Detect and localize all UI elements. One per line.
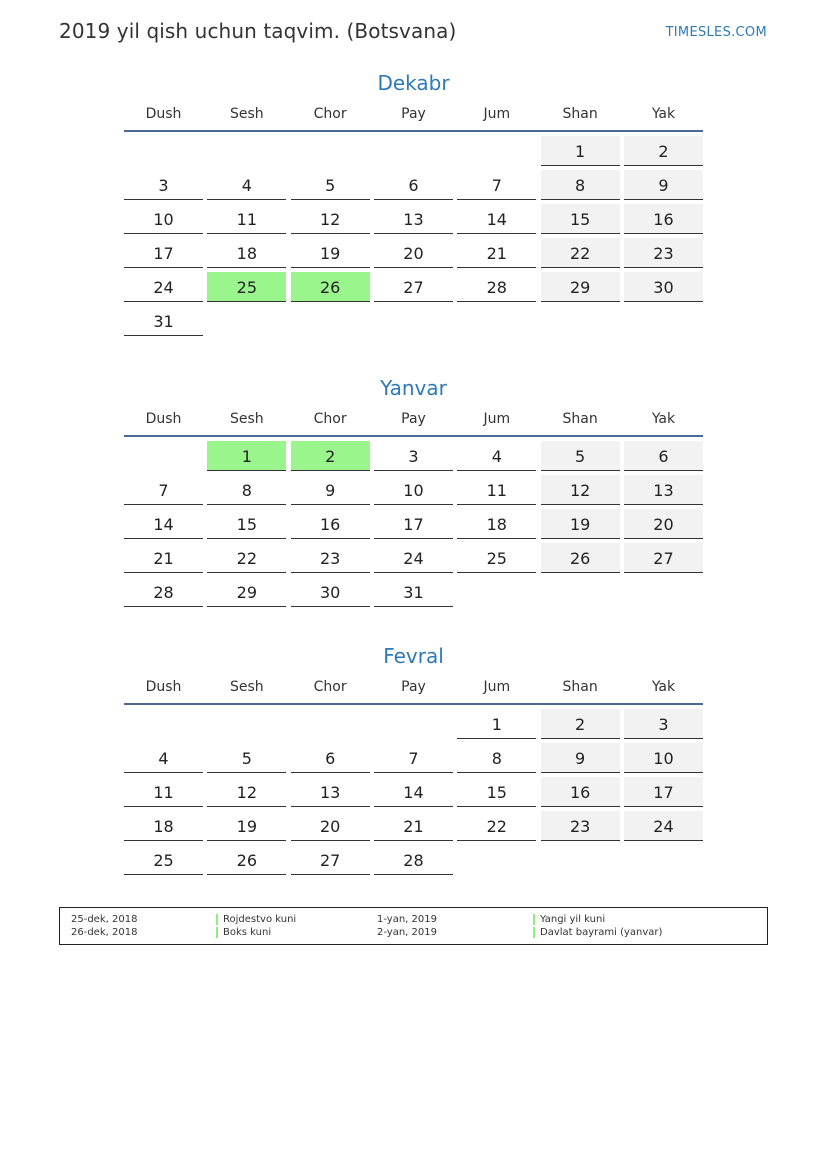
day-cell: 10	[624, 743, 703, 773]
day-cell: 24	[124, 272, 203, 302]
weekday-header	[124, 678, 703, 705]
weekday-header	[124, 410, 703, 437]
day-cell: 11	[457, 475, 536, 505]
day-cell: 3	[624, 709, 703, 739]
holiday-marker-icon	[216, 927, 218, 938]
weekday-label: Chor	[313, 106, 347, 122]
day-cell: 4	[207, 170, 286, 200]
legend-holiday-name	[533, 913, 605, 926]
day-cell: 28	[124, 577, 203, 607]
day-cell: 9	[624, 170, 703, 200]
day-cell: 23	[291, 543, 370, 573]
day-cell: 29	[541, 272, 620, 302]
day-cell: 17	[374, 509, 453, 539]
page-title: 2019 yil qish uchun taqvim. (Botsvana)	[59, 19, 457, 43]
day-cell: 5	[541, 441, 620, 471]
day-cell: 16	[291, 509, 370, 539]
month-calendar-december	[124, 69, 703, 336]
day-cell: 29	[207, 577, 286, 607]
empty-day-cell	[207, 709, 286, 739]
weekday-label: Pay	[401, 411, 426, 427]
day-cell: 19	[291, 238, 370, 268]
day-cell: 24	[624, 811, 703, 841]
legend-holiday-label: Davlat bayrami (yanvar)	[540, 927, 663, 938]
day-cell: 16	[541, 777, 620, 807]
day-cell: 13	[291, 777, 370, 807]
legend-date: 26-dek, 2018	[71, 927, 138, 938]
day-cell: 14	[124, 509, 203, 539]
day-cell: 14	[457, 204, 536, 234]
day-cell: 1	[541, 136, 620, 166]
day-cell: 15	[207, 509, 286, 539]
weekday-label: Chor	[313, 411, 347, 427]
empty-day-cell	[124, 441, 203, 471]
legend-holiday-name	[216, 926, 271, 939]
day-cell: 5	[291, 170, 370, 200]
day-cell: 18	[207, 238, 286, 268]
day-cell: 21	[457, 238, 536, 268]
day-cell: 5	[207, 743, 286, 773]
day-cell: 18	[457, 509, 536, 539]
empty-day-cell	[374, 136, 453, 166]
month-calendar-january	[124, 374, 703, 607]
weekday-label: Jum	[483, 679, 511, 695]
weekday-label: Shan	[562, 106, 598, 122]
weekday-label: Dush	[145, 411, 182, 427]
day-cell: 2	[624, 136, 703, 166]
day-cell: 4	[457, 441, 536, 471]
day-cell: 13	[624, 475, 703, 505]
day-cell: 26	[207, 845, 286, 875]
day-cell: 9	[541, 743, 620, 773]
weekday-label: Yak	[651, 106, 676, 122]
weekday-label: Sesh	[229, 411, 264, 427]
day-cell: 27	[374, 272, 453, 302]
day-cell: 11	[207, 204, 286, 234]
holiday-day-cell: 2	[291, 441, 370, 471]
day-cell: 21	[374, 811, 453, 841]
weekday-label: Pay	[401, 679, 426, 695]
month-name: Dekabr	[377, 71, 450, 95]
month-name: Fevral	[383, 644, 444, 668]
day-cell: 12	[541, 475, 620, 505]
day-cell: 19	[207, 811, 286, 841]
day-cell: 12	[291, 204, 370, 234]
day-cell: 11	[124, 777, 203, 807]
day-grid	[124, 441, 703, 607]
weekday-label: Pay	[401, 106, 426, 122]
weekday-label: Jum	[483, 411, 511, 427]
day-cell: 27	[624, 543, 703, 573]
holiday-legend	[59, 907, 768, 945]
empty-day-cell	[374, 709, 453, 739]
empty-day-cell	[124, 136, 203, 166]
day-cell: 7	[457, 170, 536, 200]
day-cell: 24	[374, 543, 453, 573]
day-cell: 7	[124, 475, 203, 505]
day-cell: 28	[457, 272, 536, 302]
weekday-label: Chor	[313, 679, 347, 695]
day-cell: 10	[124, 204, 203, 234]
empty-day-cell	[291, 136, 370, 166]
day-cell: 3	[374, 441, 453, 471]
day-cell: 6	[624, 441, 703, 471]
day-cell: 3	[124, 170, 203, 200]
holiday-marker-icon	[216, 914, 218, 925]
day-cell: 8	[541, 170, 620, 200]
legend-holiday-label: Yangi yil kuni	[540, 914, 606, 925]
day-cell: 23	[541, 811, 620, 841]
brand-link[interactable]: TIMESLES.COM	[665, 25, 767, 40]
day-cell: 7	[374, 743, 453, 773]
empty-day-cell	[457, 136, 536, 166]
month-name: Yanvar	[380, 376, 447, 400]
day-cell: 22	[457, 811, 536, 841]
day-cell: 30	[291, 577, 370, 607]
day-cell: 18	[124, 811, 203, 841]
day-cell: 4	[124, 743, 203, 773]
day-cell: 31	[124, 306, 203, 336]
legend-row	[60, 913, 767, 926]
holiday-day-cell: 25	[207, 272, 286, 302]
weekday-label: Sesh	[229, 679, 264, 695]
weekday-label: Sesh	[229, 106, 264, 122]
empty-day-cell	[207, 136, 286, 166]
day-cell: 12	[207, 777, 286, 807]
day-cell: 17	[124, 238, 203, 268]
day-cell: 25	[457, 543, 536, 573]
holiday-marker-icon	[533, 914, 535, 925]
weekday-label: Shan	[562, 679, 598, 695]
day-cell: 6	[374, 170, 453, 200]
day-cell: 2	[541, 709, 620, 739]
weekday-header	[124, 105, 703, 132]
legend-holiday-name	[216, 913, 296, 926]
empty-day-cell	[291, 709, 370, 739]
day-cell: 15	[541, 204, 620, 234]
holiday-day-cell: 1	[207, 441, 286, 471]
weekday-label: Dush	[145, 106, 182, 122]
day-cell: 19	[541, 509, 620, 539]
day-cell: 16	[624, 204, 703, 234]
day-cell: 8	[457, 743, 536, 773]
day-cell: 15	[457, 777, 536, 807]
day-cell: 6	[291, 743, 370, 773]
day-cell: 27	[291, 845, 370, 875]
weekday-label: Dush	[145, 679, 182, 695]
day-cell: 8	[207, 475, 286, 505]
day-cell: 14	[374, 777, 453, 807]
day-cell: 20	[374, 238, 453, 268]
day-cell: 10	[374, 475, 453, 505]
day-cell: 22	[207, 543, 286, 573]
legend-date: 2-yan, 2019	[377, 927, 437, 938]
day-cell: 22	[541, 238, 620, 268]
day-grid	[124, 136, 703, 336]
legend-row	[60, 926, 767, 939]
day-cell: 25	[124, 845, 203, 875]
day-cell: 26	[541, 543, 620, 573]
day-grid	[124, 709, 703, 875]
weekday-label: Shan	[562, 411, 598, 427]
legend-holiday-name	[533, 926, 662, 939]
holiday-marker-icon	[533, 927, 535, 938]
day-cell: 20	[624, 509, 703, 539]
day-cell: 23	[624, 238, 703, 268]
month-calendar-february	[124, 642, 703, 875]
weekday-label: Yak	[651, 679, 676, 695]
day-cell: 1	[457, 709, 536, 739]
empty-day-cell	[124, 709, 203, 739]
weekday-label: Jum	[483, 106, 511, 122]
day-cell: 30	[624, 272, 703, 302]
legend-holiday-label: Rojdestvo kuni	[223, 914, 297, 925]
day-cell: 17	[624, 777, 703, 807]
day-cell: 13	[374, 204, 453, 234]
day-cell: 28	[374, 845, 453, 875]
holiday-day-cell: 26	[291, 272, 370, 302]
day-cell: 20	[291, 811, 370, 841]
day-cell: 31	[374, 577, 453, 607]
day-cell: 9	[291, 475, 370, 505]
weekday-label: Yak	[651, 411, 676, 427]
legend-holiday-label: Boks kuni	[223, 927, 272, 938]
legend-date: 25-dek, 2018	[71, 914, 138, 925]
legend-date: 1-yan, 2019	[377, 914, 437, 925]
day-cell: 21	[124, 543, 203, 573]
